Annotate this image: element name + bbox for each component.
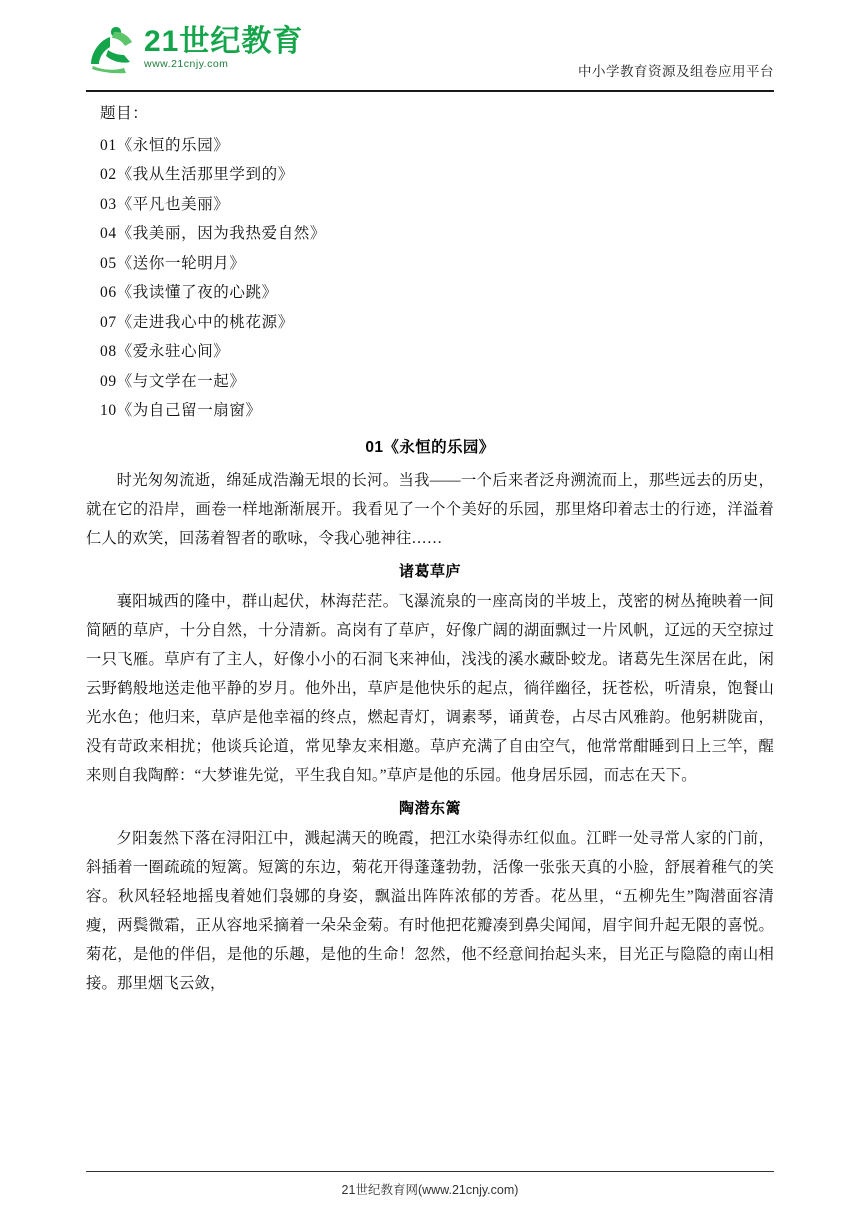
page-header bbox=[86, 22, 774, 92]
header-tagline: 中小学教育资源及组卷应用平台 bbox=[578, 64, 774, 79]
section-paragraph: 夕阳轰然下落在浔阳江中，溅起满天的晚霞，把江水染得赤红似血。江畔一处寻常人家的门前，斜插着一圈疏疏的短篱。短篱的东边，菊花开得蓬蓬勃勃，活像一张张天真的小脸，舒展着稚气的笑容。秋风轻轻地摇曳着她们袅娜的身姿，飘溢出阵阵浓郁的芳香。花丛里，“五柳先生”陶潜面容清瘦，两鬓微霜，正从容地采摘着一朵朵金菊。有时他把花瓣凑到鼻尖闻闻，眉宇间升起无限的喜悦。菊花，是他的伴侣，是他的乐趣，是他的生命！忽然，他不经意间抬起头来，目光正与隐隐的南山相接。那里烟飞云敛， bbox=[86, 829, 774, 992]
list-item: 08《爱永驻心间》 bbox=[100, 343, 230, 360]
list-item: 06《我读懂了夜的心跳》 bbox=[100, 284, 278, 301]
document-content bbox=[86, 92, 774, 998]
brand-block bbox=[86, 22, 303, 74]
list-item: 10《为自己留一扇窗》 bbox=[100, 402, 262, 419]
page-footer: 21世纪教育网(www.21cnjy.com) bbox=[86, 1171, 774, 1198]
section-subtitle: 诸葛草庐 bbox=[398, 562, 461, 580]
intro-label: 题目： bbox=[100, 105, 149, 122]
list-item: 03《平凡也美丽》 bbox=[100, 195, 230, 213]
list-item: 05《送你一轮明月》 bbox=[100, 254, 246, 272]
list-item: 04《我美丽，因为我热爱自然》 bbox=[100, 225, 327, 242]
article-title: 01《永恒的乐园》 bbox=[365, 438, 495, 456]
brand-text bbox=[144, 24, 304, 70]
section-subtitle: 陶潜东篱 bbox=[398, 799, 461, 817]
list-item: 02《我从生活那里学到的》 bbox=[100, 166, 294, 183]
brand-title: 21世纪教育 bbox=[144, 24, 304, 58]
list-item: 07《走进我心中的桃花源》 bbox=[100, 313, 294, 331]
21-century-education-logo bbox=[86, 22, 138, 74]
brand-website: www.21cnjy.com bbox=[144, 57, 229, 70]
opening-paragraph: 时光匆匆流逝，绵延成浩瀚无垠的长河。当我——一个后来者泛舟溯流而上，那些远去的历史，就在它的沿岸，画卷一样地渐渐展开。我看见了一个个美好的乐园，那里烙印着志士的行迹，洋溢着仁人的欢笑，回荡着智者的歌咏，令我心驰神往…… bbox=[86, 471, 774, 547]
section-paragraph: 襄阳城西的隆中，群山起伏，林海茫茫。飞瀑流泉的一座高岗的半坡上，茂密的树丛掩映着一间简陋的草庐，十分自然，十分清新。高岗有了草庐，好像广阔的湖面飘过一片风帆，辽远的天空掠过一只飞雁。草庐有了主人，好像小小的石洞飞来神仙，浅浅的溪水藏卧蛟龙。诸葛先生深居在此，闲云野鹤般地送走他平静的岁月。他外出，草庐是他快乐的起点，徜徉幽径，抚苍松，听清泉，饱餐山光水色；他归来，草庐是他幸福的终点，燃起青灯，调素琴，诵黄卷，占尽古风雅韵。他躬耕陇亩，没有苛政来相扰；他谈兵论道，常见挚友来相邀。草庐充满了自由空气，他常常酣睡到日上三竿，醒来则自我陶醉：“大梦谁先觉，平生我自知。”草庐是他的乐园。他身居乐园，而志在天下。 bbox=[86, 592, 774, 784]
list-item: 09《与文学在一起》 bbox=[100, 372, 246, 390]
list-item: 01《永恒的乐园》 bbox=[100, 136, 230, 154]
